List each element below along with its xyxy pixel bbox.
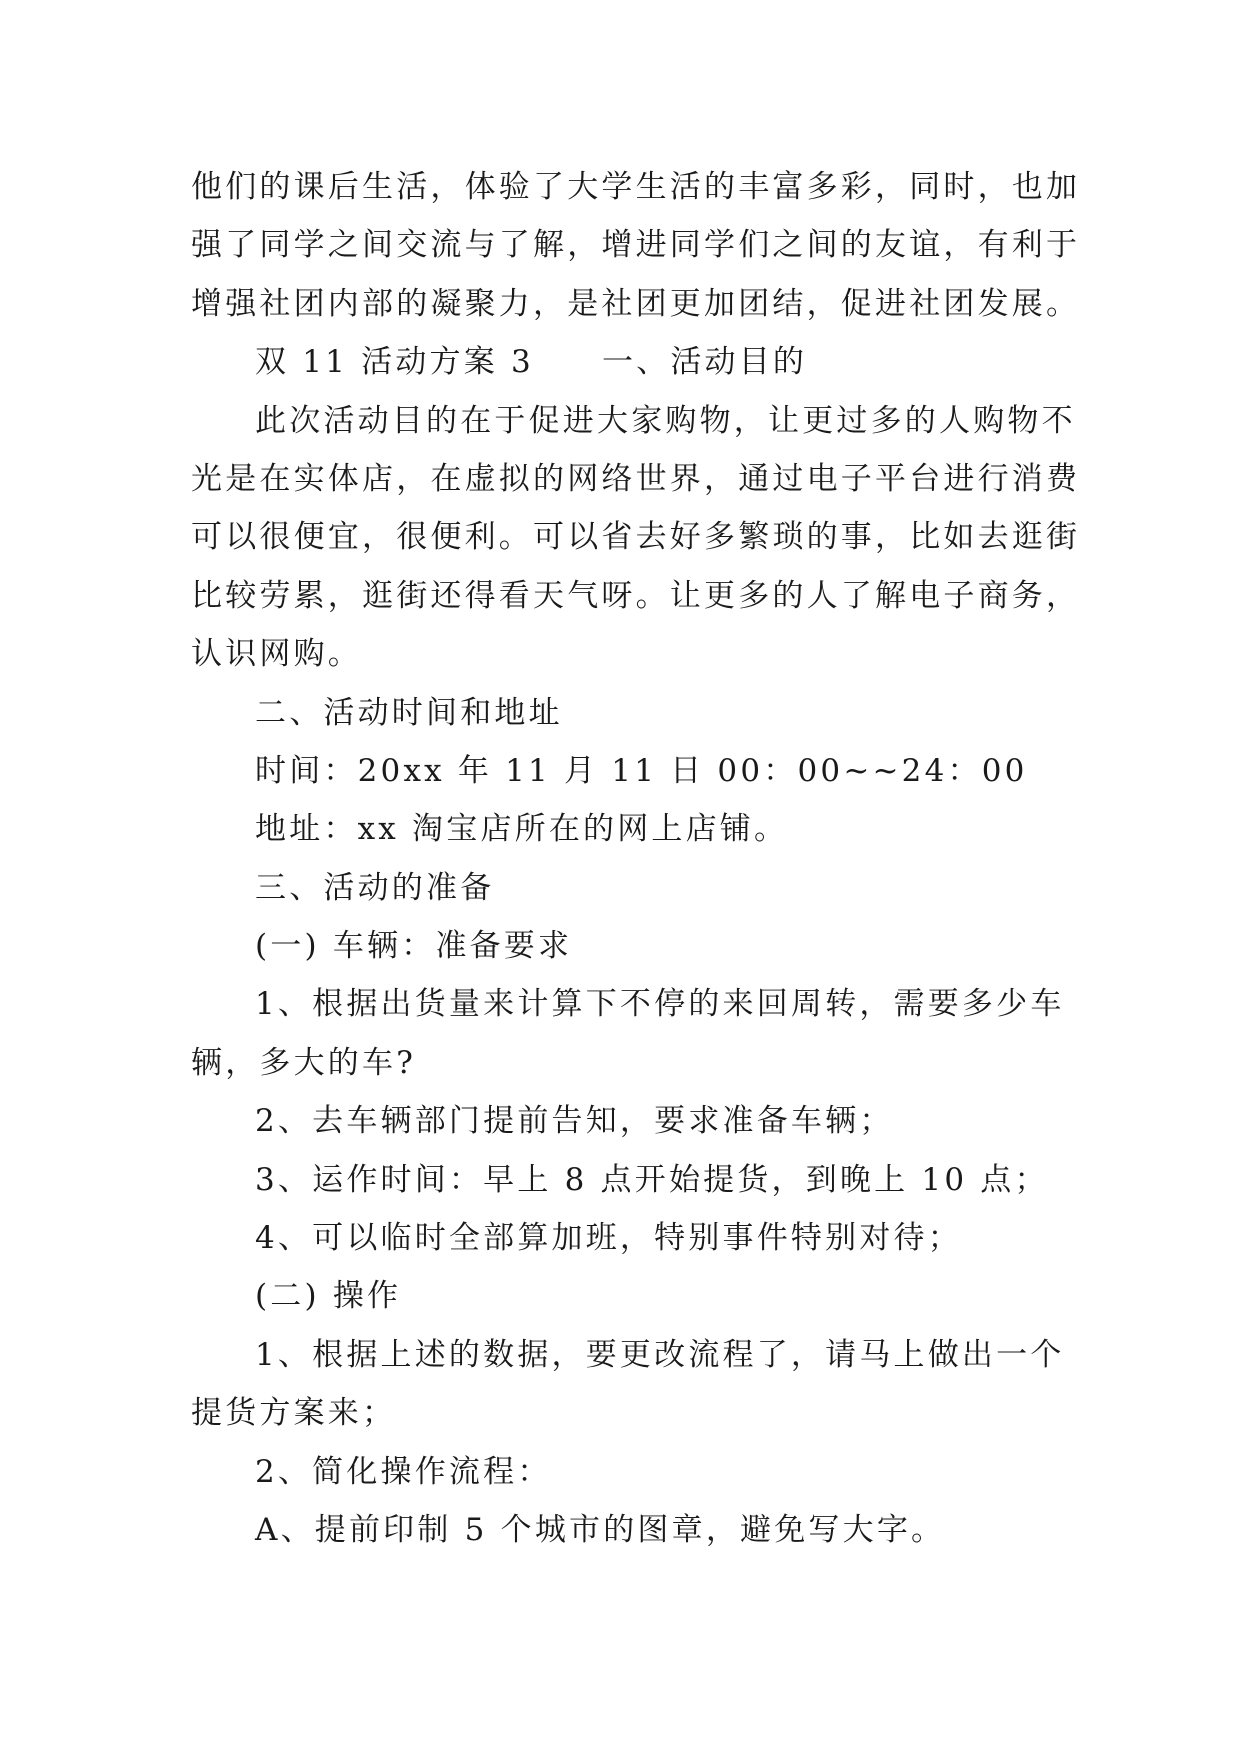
section-heading-line — [191, 333, 1071, 391]
list-item: 1、根据上述的数据，要更改流程了，请马上做出一个 — [255, 1336, 1065, 1373]
list-item: 4、可以临时全部算加班，特别事件特别对待； — [255, 1220, 962, 1257]
plan-title: 双 11 活动方案 3 — [255, 344, 534, 381]
list-item-continuation: 辆，多大的车? — [191, 1044, 417, 1081]
paragraph-line: 此次活动目的在于促进大家购物，让更过多的人购物不 — [255, 402, 1076, 439]
section-heading: 一、活动目的 — [601, 344, 808, 381]
list-item-continuation: 提货方案来； — [191, 1395, 397, 1432]
paragraph-line: 认识网购。 — [191, 636, 362, 673]
list-item: 1、根据出货量来计算下不停的来回周转，需要多少车 — [255, 986, 1065, 1023]
paragraph-line: 比较劳累，逛街还得看天气呀。让更多的人了解电子商务， — [191, 577, 1081, 614]
section-heading: 三、活动的准备 — [255, 869, 495, 906]
paragraph-line: 他们的课后生活，体验了大学生活的丰富多彩，同时，也加 — [191, 169, 1081, 205]
list-item: 2、去车辆部门提前告知，要求准备车辆； — [255, 1103, 894, 1140]
address-line: 地址：xx 淘宝店所在的网上店铺。 — [255, 811, 789, 848]
subsection-heading: (一) 车辆：准备要求 — [255, 928, 573, 965]
list-item: 2、简化操作流程： — [255, 1453, 552, 1490]
list-item: A、提前印制 5 个城市的图章，避免写大字。 — [255, 1511, 946, 1548]
paragraph-line: 增强社团内部的凝聚力，是社团更加团结，促进社团发展。 — [191, 285, 1081, 322]
document-body — [191, 158, 1081, 1559]
paragraph-line: 光是在实体店，在虚拟的网络世界，通过电子平台进行消费 — [191, 460, 1081, 497]
section-heading: 二、活动时间和地址 — [255, 694, 563, 731]
subsection-heading: (二) 操作 — [255, 1278, 402, 1315]
time-line: 时间：20xx 年 11 月 11 日 00：00~~24：00 — [255, 752, 1028, 789]
list-item: 3、运作时间：早上 8 点开始提货，到晚上 10 点； — [255, 1161, 1049, 1198]
paragraph-line: 可以很便宜，很便利。可以省去好多繁琐的事，比如去逛街 — [191, 519, 1081, 556]
paragraph-line: 强了同学之间交流与了解，增进同学们之间的友谊，有利于 — [191, 227, 1081, 264]
